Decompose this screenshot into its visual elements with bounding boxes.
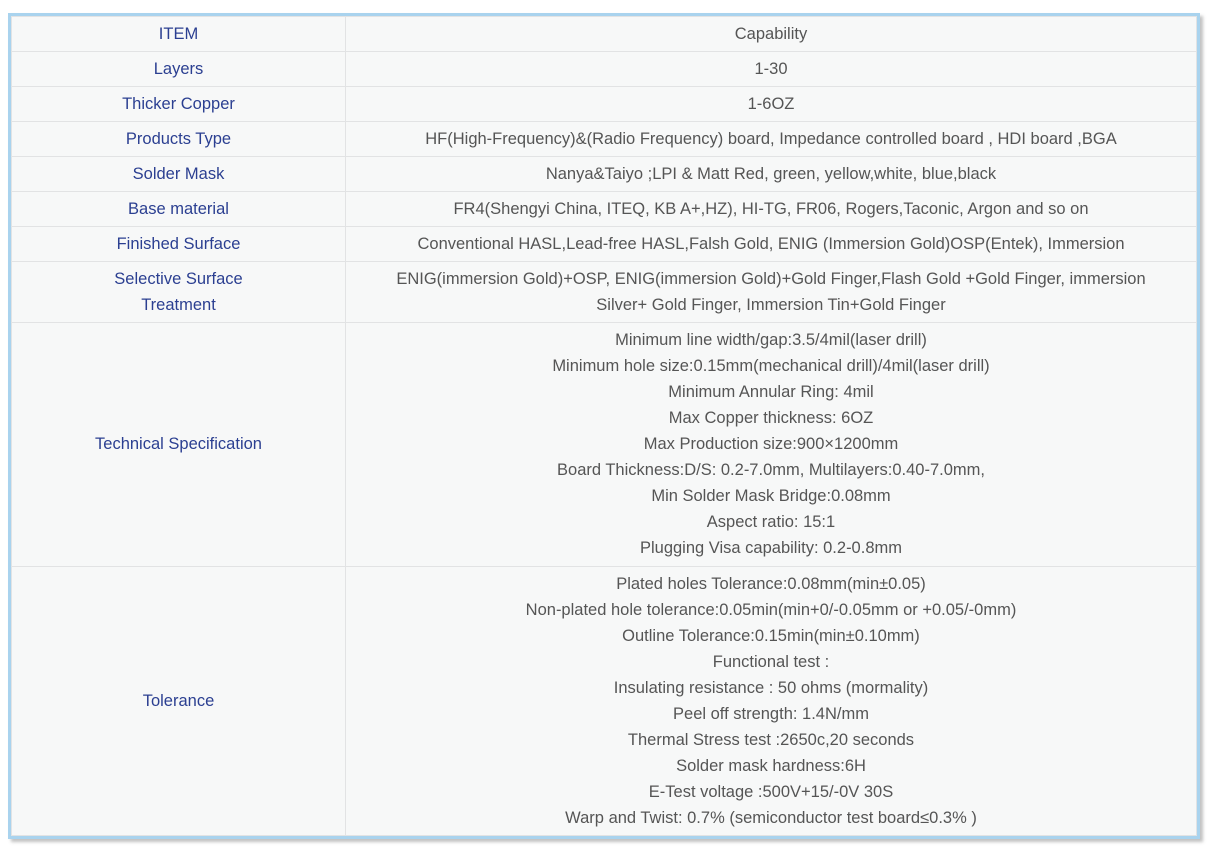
- capability-table-frame: [8, 13, 1200, 839]
- capability-text-line: Plated holes Tolerance:0.08mm(min±0.05): [616, 574, 926, 593]
- row-item-label: [12, 192, 346, 227]
- capability-text-line: FR4(Shengyi China, ITEQ, KB A+,HZ), HI-TG, FR06, Rogers,Taconic, Argon and so on: [453, 200, 1089, 219]
- row-item-label: [12, 566, 346, 835]
- capability-text-line: E-Test voltage :500V+15/-0V 30S: [648, 782, 894, 801]
- row-item-label: [12, 52, 346, 87]
- capability-text-line: ENIG(immersion Gold)+OSP, ENIG(immersion Gold)+Gold Finger,Flash Gold +Gold Finger, immersion: [396, 270, 1146, 289]
- capability-text-line: Non-plated hole tolerance:0.05min(min+0/-0.05mm or +0.05/-0mm): [525, 600, 1017, 619]
- row-capability-value: [346, 122, 1197, 157]
- item-text-line: Tolerance: [142, 691, 215, 710]
- capability-text-line: Warp and Twist: 0.7% (semiconductor test board≤0.3% ): [565, 808, 977, 827]
- capability-text-line: Outline Tolerance:0.15min(min±0.10mm): [622, 626, 920, 645]
- capability-text-line: Conventional HASL,Lead-free HASL,Falsh Gold, ENIG (Immersion Gold)OSP(Entek), Immersion: [417, 235, 1125, 254]
- row-capability-value: [346, 227, 1197, 262]
- row-item-label: [12, 87, 346, 122]
- capability-text-line: Aspect ratio: 15:1: [706, 513, 836, 532]
- item-text-line: Solder Mask: [132, 165, 225, 184]
- header-row: [12, 17, 1197, 52]
- table-row: [12, 157, 1197, 192]
- item-text-line: Layers: [153, 60, 204, 79]
- table-row: [12, 227, 1197, 262]
- capability-text-line: Solder mask hardness:6H: [676, 756, 866, 775]
- capability-text-line: Minimum Annular Ring: 4mil: [668, 383, 874, 402]
- item-text-line: Base material: [128, 200, 229, 219]
- capability-text-line: Minimum line width/gap:3.5/4mil(laser drill): [615, 331, 927, 350]
- table-row: [12, 52, 1197, 87]
- header-capability: Capability: [346, 17, 1197, 52]
- capability-text-line: Max Production size:900×1200mm: [643, 435, 899, 454]
- row-capability-value: [346, 87, 1197, 122]
- capability-text-line: Max Copper thickness: 6OZ: [668, 409, 874, 428]
- table-row: [12, 122, 1197, 157]
- capability-text-line: Nanya&Taiyo ;LPI & Matt Red, green, yellow,white, blue,black: [545, 165, 997, 184]
- capability-text-line: Silver+ Gold Finger, Immersion Tin+Gold Finger: [596, 296, 946, 315]
- row-item-label: [12, 122, 346, 157]
- row-item-label: [12, 227, 346, 262]
- capability-table: [11, 16, 1197, 836]
- row-item-label: [12, 262, 346, 323]
- capability-text-line: Insulating resistance : 50 ohms (mormality): [613, 678, 929, 697]
- item-text-line: Products Type: [125, 130, 232, 149]
- table-row: [12, 87, 1197, 122]
- capability-text-line: Min Solder Mask Bridge:0.08mm: [651, 487, 891, 506]
- row-item-label: [12, 323, 346, 566]
- capability-text-line: Functional test :: [712, 652, 830, 671]
- capability-text-line: 1-6OZ: [747, 95, 795, 114]
- header-item: ITEM: [12, 17, 346, 52]
- table-row: [12, 566, 1197, 835]
- capability-text-line: Thermal Stress test :2650c,20 seconds: [627, 730, 915, 749]
- item-text-line: Treatment: [141, 296, 216, 315]
- capability-text-line: Plugging Visa capability: 0.2-0.8mm: [639, 539, 902, 558]
- row-capability-value: [346, 192, 1197, 227]
- item-text-line: Thicker Copper: [122, 95, 235, 114]
- capability-text-line: 1-30: [754, 60, 788, 79]
- capability-text-line: Minimum hole size:0.15mm(mechanical drill)/4mil(laser drill): [552, 357, 990, 376]
- row-capability-value: [346, 566, 1197, 835]
- table-row: [12, 323, 1197, 566]
- row-capability-value: [346, 262, 1197, 323]
- row-capability-value: [346, 323, 1197, 566]
- table-row: [12, 262, 1197, 323]
- table-row: [12, 192, 1197, 227]
- row-item-label: [12, 157, 346, 192]
- capability-text-line: HF(High-Frequency)&(Radio Frequency) board, Impedance controlled board , HDI board ,BGA: [425, 130, 1117, 149]
- capability-text-line: Peel off strength: 1.4N/mm: [673, 704, 869, 723]
- row-capability-value: [346, 157, 1197, 192]
- capability-text-line: Board Thickness:D/S: 0.2-7.0mm, Multilayers:0.40-7.0mm,: [557, 461, 985, 480]
- item-text-line: Technical Specification: [95, 435, 262, 454]
- item-text-line: Selective Surface: [114, 270, 243, 289]
- row-capability-value: [346, 52, 1197, 87]
- item-text-line: Finished Surface: [116, 235, 241, 254]
